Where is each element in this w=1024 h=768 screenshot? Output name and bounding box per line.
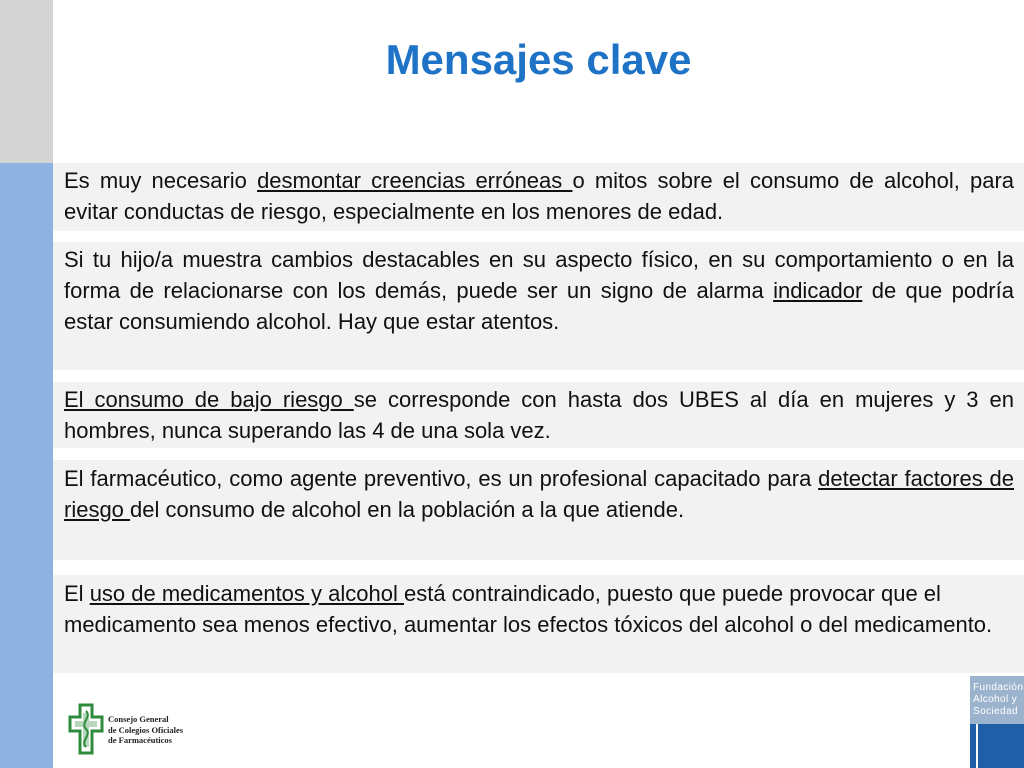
pharmacy-cross-icon bbox=[68, 703, 104, 755]
underlined-text: uso de medicamentos y alcohol bbox=[89, 581, 404, 606]
key-message-1 bbox=[53, 163, 1024, 231]
sidebar-blue-block bbox=[0, 163, 53, 768]
message-text: de que podría estar consumiendo alcohol. Hay que estar atentos. bbox=[64, 278, 1014, 334]
cgcof-logo bbox=[68, 703, 198, 758]
cgcof-logo-text bbox=[108, 714, 228, 746]
key-message-4 bbox=[53, 460, 1024, 560]
underlined-text: El consumo de bajo riesgo bbox=[64, 387, 354, 412]
message-text: está contraindicado, puesto que puede provocar que el medicamento sea menos efectivo, aumentar los efectos tóxicos del alcohol o del medicamento. bbox=[64, 581, 993, 637]
sidebar-gray-block bbox=[0, 0, 53, 163]
key-message-2 bbox=[53, 242, 1024, 370]
underlined-text: detectar factores de riesgo bbox=[64, 466, 1014, 522]
cgcof-line-1: Consejo General bbox=[108, 714, 169, 724]
message-text: Es muy necesario bbox=[64, 168, 258, 193]
fas-logo-bar bbox=[976, 724, 978, 768]
underlined-text: desmontar creencias erróneas bbox=[257, 168, 573, 193]
underlined-text: indicador bbox=[773, 278, 863, 303]
fas-line-1: Fundación bbox=[973, 682, 1024, 693]
fas-logo-text bbox=[970, 676, 1024, 724]
cgcof-line-2: de Colegios Oficiales bbox=[108, 724, 184, 735]
fundacion-alcohol-sociedad-logo bbox=[970, 676, 1024, 768]
cgcof-line-3: de Farmacéuticos bbox=[108, 735, 172, 745]
slide-title: Mensajes clave bbox=[385, 36, 692, 83]
message-text: o mitos sobre el consumo de alcohol, para evitar conductas de riesgo, especialmente en los menores de edad. bbox=[64, 168, 1015, 224]
message-text: del consumo de alcohol en la población a la que atiende. bbox=[130, 497, 685, 522]
fas-line-3: Sociedad bbox=[973, 706, 1018, 717]
message-text: Si tu hijo/a muestra cambios destacables en su aspecto físico, en su comportamiento o en la forma de relacionarse con los demás, puede ser un signo de alarma bbox=[64, 247, 1014, 303]
message-text: El farmacéutico, como agente preventivo, es un profesional capacitado para bbox=[64, 466, 819, 491]
key-message-5 bbox=[53, 575, 1024, 673]
message-text: El bbox=[64, 581, 90, 606]
key-message-3 bbox=[53, 382, 1024, 448]
message-text: se corresponde con hasta dos UBES al día en mujeres y 3 en hombres, nunca superando las 4 de una sola vez. bbox=[64, 387, 1015, 443]
fas-line-2: Alcohol y bbox=[973, 694, 1018, 705]
